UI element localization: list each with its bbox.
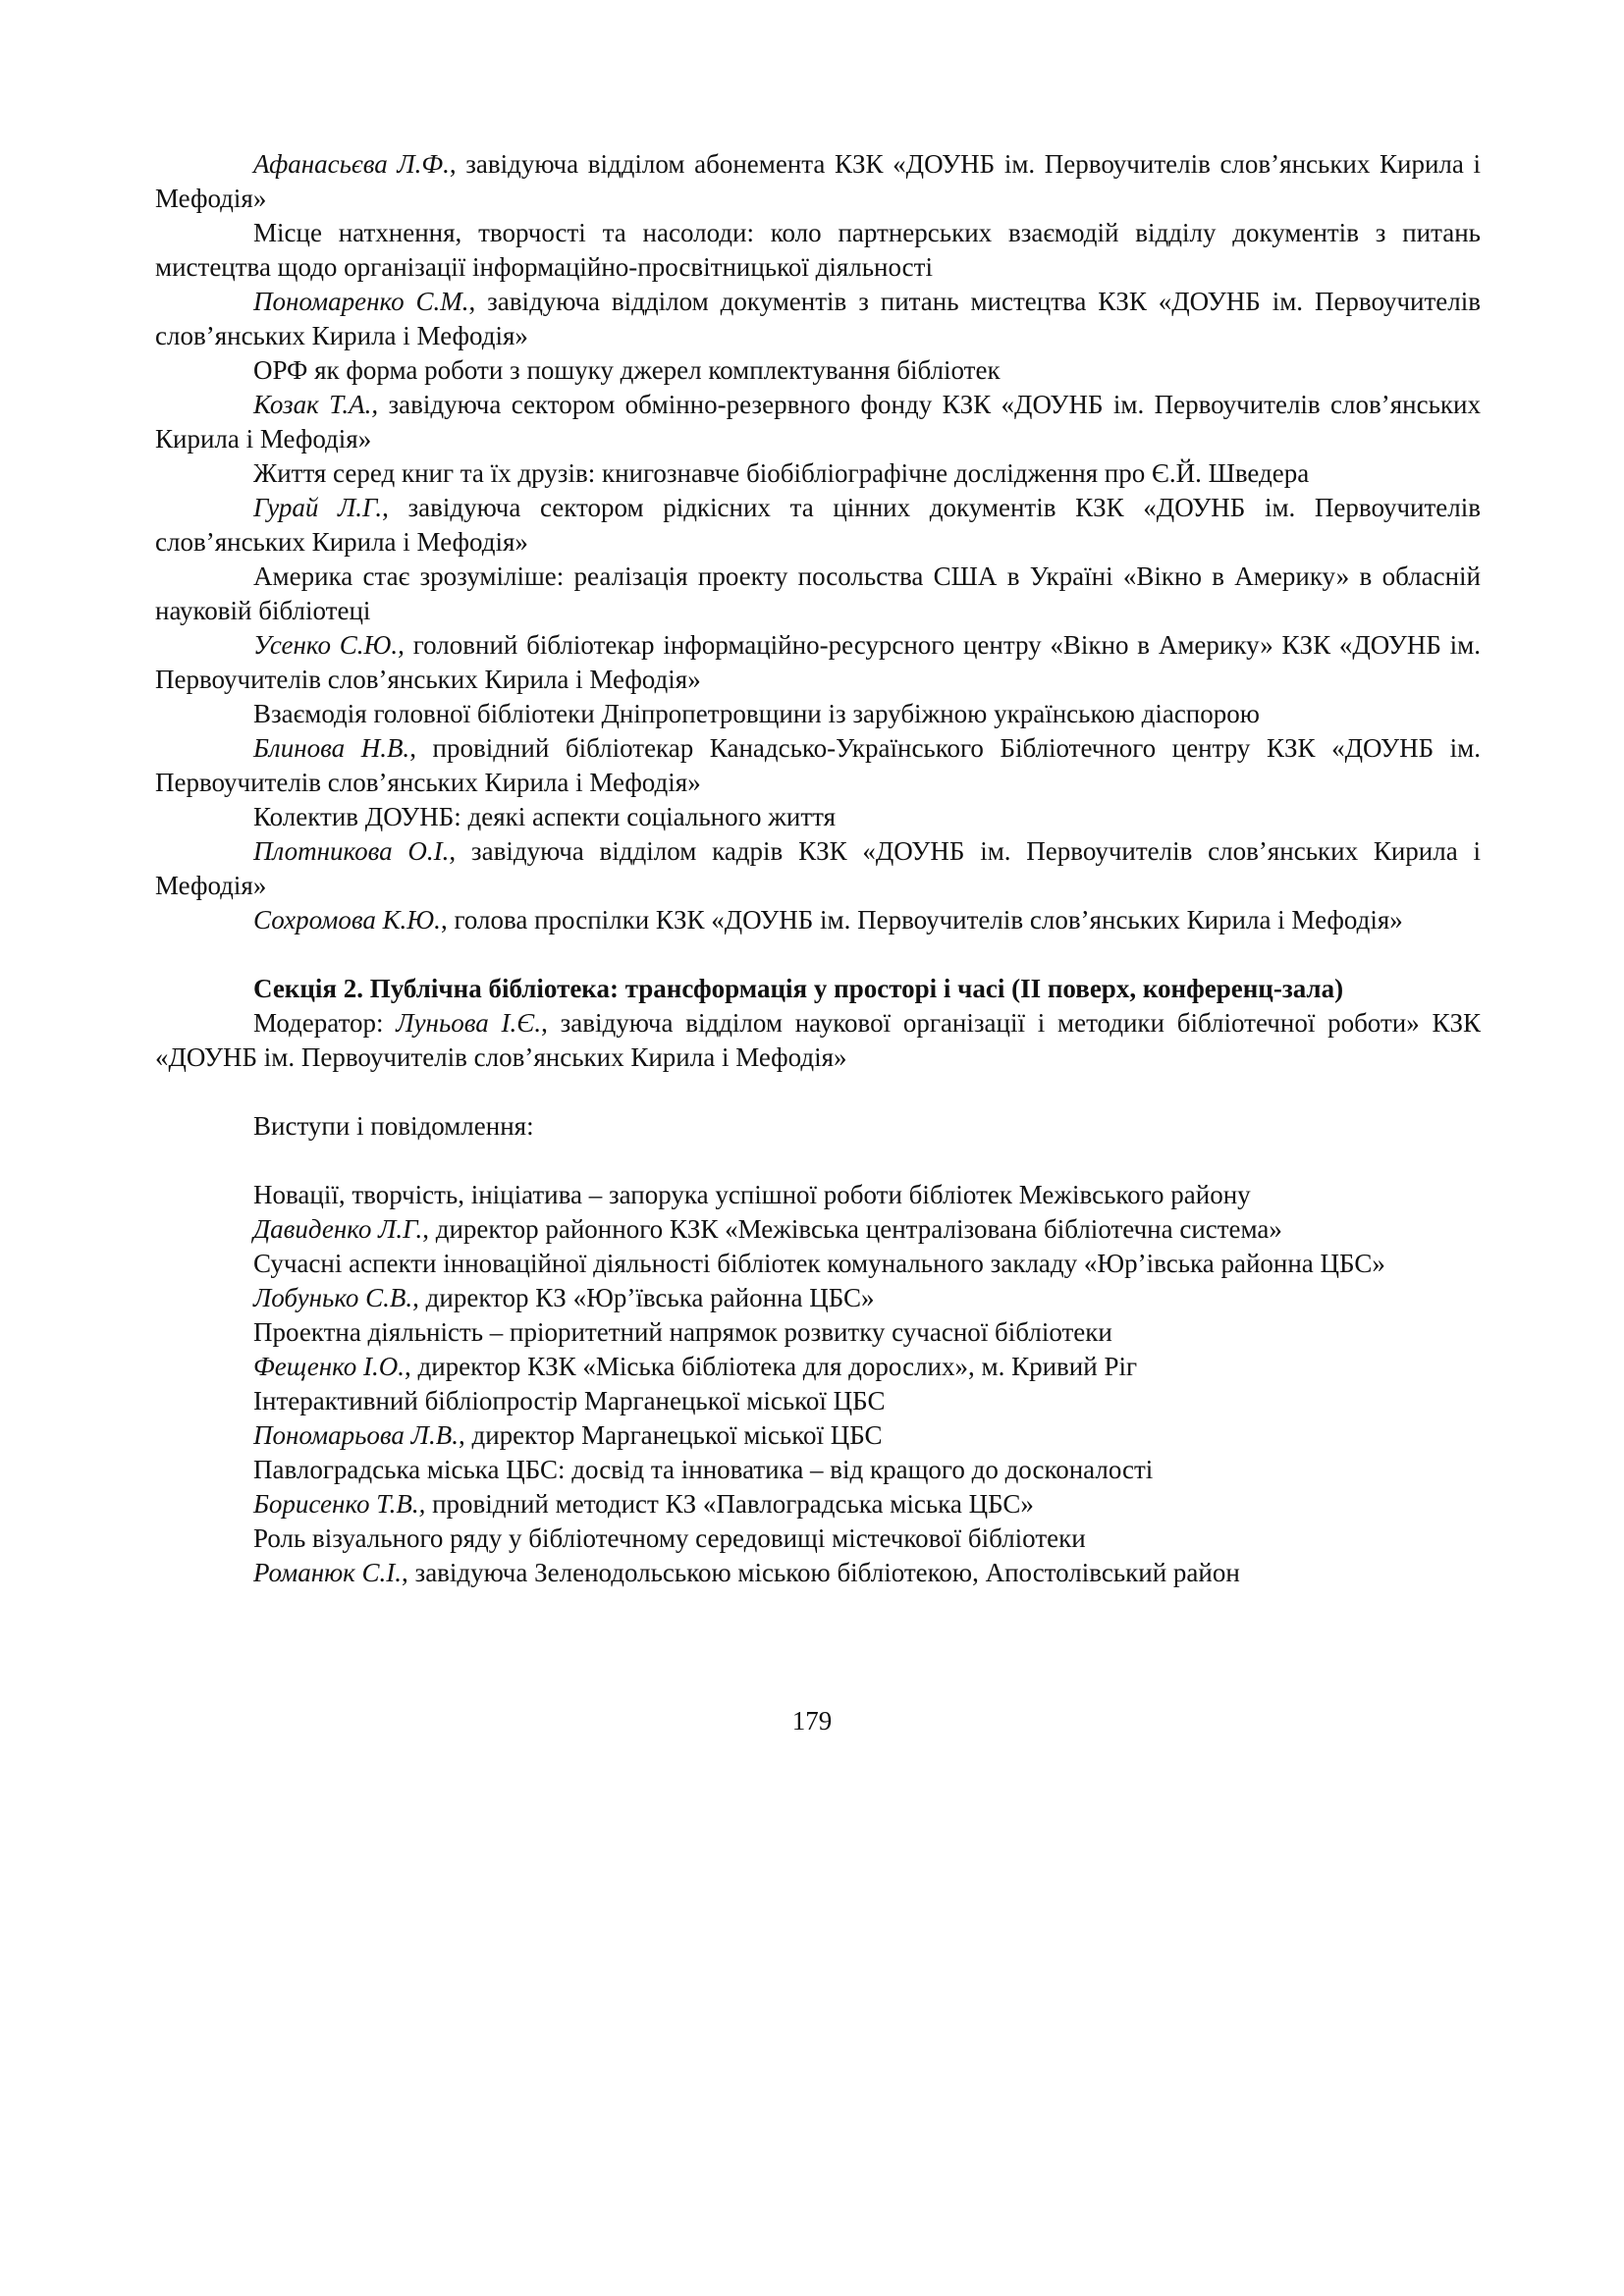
talk-title: Сучасні аспекти інноваційної діяльності бібліотек комунального закладу «Юр’івська районна ЦБС»: [253, 1249, 1385, 1278]
talks-label-text: Виступи і повідомлення:: [253, 1111, 534, 1141]
speaker-name: Блинова Н.В.: [253, 733, 410, 763]
speaker-line: [155, 1487, 1481, 1522]
moderator-label: Модератор:: [253, 1008, 397, 1038]
talk-title: Павлоградська міська ЦБС: досвід та інноватика – від кращого до досконалості: [253, 1455, 1154, 1484]
speaker-line: [155, 147, 1481, 216]
speaker-position: , завідуюча Зеленодольською міською бібліотекою, Апостолівський район: [402, 1558, 1240, 1587]
speaker-line: [155, 388, 1481, 456]
speaker-name: Афанасьєва Л.Ф.: [253, 149, 450, 179]
talks-label: [155, 1109, 1481, 1144]
moderator-name: Луньова І.Є.: [396, 1008, 542, 1038]
moderator-line: [155, 1006, 1481, 1075]
speaker-line: [155, 1418, 1481, 1453]
speaker-name: Романюк С.І.: [253, 1558, 403, 1587]
speaker-line: [155, 491, 1481, 560]
talk-title: Взаємодія головної бібліотеки Дніпропетровщини із зарубіжною українською діаспорою: [253, 699, 1260, 728]
speaker-position: головний бібліотекар інформаційно-ресурсного центру «Вікно в Америку» КЗК «ДОУНБ ім. Первоучителів слов’янських Кирила і Мефодія»: [155, 630, 1482, 694]
speaker-position: , голова проспілки КЗК «ДОУНБ ім. Первоучителів слов’янських Кирила і Мефодія»: [440, 905, 1403, 934]
talk-title: ОРФ як форма роботи з пошуку джерел комплектування бібліотек: [253, 355, 1001, 385]
speaker-position: , директор районного КЗК «Межівська централізована бібліотечна система»: [422, 1214, 1282, 1244]
speaker-position: , завідуюча відділом кадрів КЗК «ДОУНБ ім. Первоучителів слов’янських Кирила і Мефодія»: [155, 836, 1481, 900]
speaker-line: [155, 731, 1481, 800]
talk-title: Колектив ДОУНБ: деякі аспекти соціального життя: [253, 802, 837, 831]
speaker-name: Усенко С.Ю.,: [253, 630, 405, 660]
talk-title: Життя серед книг та їх друзів: книгознавче біобібліографічне дослідження про Є.Й. Шведера: [253, 458, 1310, 488]
section-2-entries: [155, 1178, 1481, 1590]
talk-title: Америка стає зрозуміліше: реалізація проекту посольства США в Україні «Вікно в Америку» в обласній науковій бібліотеці: [155, 561, 1481, 625]
speaker-position: , директор Марганецької міської ЦБС: [458, 1420, 883, 1450]
talk-title: Новації, творчість, ініціатива – запорука успішної роботи бібліотек Межівського району: [253, 1180, 1251, 1209]
speaker-name: Гурай Л.Г.: [253, 493, 383, 522]
speaker-name: Пономарьова Л.В.: [253, 1420, 459, 1450]
spacer: [155, 937, 1481, 972]
speaker-line: [155, 628, 1481, 697]
speaker-position: , завідуюча відділом абонемента КЗК «ДОУНБ ім. Первоучителів слов’янських Кирила і Мефодія»: [155, 149, 1481, 213]
speaker-position: , завідуюча відділом документів з питань мистецтва КЗК «ДОУНБ ім. Первоучителів слов’янських Кирила і Мефодія»: [155, 287, 1482, 350]
talk-title: Інтерактивний бібліопростір Марганецької міської ЦБС: [253, 1386, 886, 1415]
speaker-line: [155, 285, 1481, 353]
speaker-line: [155, 903, 1481, 937]
speaker-line: [155, 1212, 1481, 1247]
talk-title: Місце натхнення, творчості та насолоди: коло партнерських взаємодій відділу документів з питань мистецтва щодо організації інформаційно-просвітницької діяльності: [155, 218, 1481, 282]
speaker-line: [155, 1556, 1481, 1590]
speaker-line: [155, 834, 1481, 903]
section-2-heading: [155, 972, 1481, 1006]
speaker-name: Плотникова О.І.: [253, 836, 450, 866]
page-number: 179: [791, 1706, 833, 1735]
speaker-position: провідний методист КЗ «Павлоградська міська ЦБС»: [425, 1489, 1034, 1519]
section-1-entries: [155, 147, 1481, 937]
talk-title: Роль візуального ряду у бібліотечному середовищі містечкової бібліотеки: [253, 1523, 1086, 1553]
talk-title: Проектна діяльність – пріоритетний напрямок розвитку сучасної бібліотеки: [253, 1317, 1112, 1347]
speaker-position: , завідуюча сектором рідкісних та цінних документів КЗК «ДОУНБ ім. Первоучителів слов’янських Кирила і Мефодія»: [155, 493, 1481, 557]
speaker-name: Козак Т.А.,: [253, 390, 379, 419]
speaker-line: [155, 1350, 1481, 1384]
document-page: [155, 147, 1481, 1590]
speaker-position: завідуюча сектором обмінно-резервного фонду КЗК «ДОУНБ ім. Первоучителів слов’янських Кирила і Мефодія»: [155, 390, 1481, 454]
speaker-name: Борисенко Т.В.,: [253, 1489, 426, 1519]
speaker-name: Давиденко Л.Г.: [253, 1214, 423, 1244]
spacer: [155, 1144, 1481, 1178]
speaker-name: Пономаренко С.М.: [253, 287, 469, 316]
speaker-name: Фещенко І.О.: [253, 1352, 405, 1381]
speaker-position: , директор КЗ «Юр’ївська районна ЦБС»: [412, 1283, 875, 1312]
speaker-position: , директор КЗК «Міська бібліотека для дорослих», м. Кривий Ріг: [404, 1352, 1138, 1381]
moderator-details: , завідуюча відділом наукової організації і методики бібліотечної роботи» КЗК «ДОУНБ ім. Первоучителів слов’янських Кирила і Мефодія»: [155, 1008, 1482, 1072]
speaker-position: , провідний бібліотекар Канадсько-Українського Бібліотечного центру КЗК «ДОУНБ ім. Первоучителів слов’янських Кирила і Мефодія»: [155, 733, 1481, 797]
speaker-line: [155, 1281, 1481, 1315]
speaker-name: Сохромова К.Ю.: [253, 905, 441, 934]
spacer: [155, 1075, 1481, 1109]
section-heading-text: Секція 2. Публічна бібліотека: трансформація у просторі і часі (ІІ поверх, конференц-зала): [253, 974, 1344, 1003]
speaker-name: Лобунько С.В.: [253, 1283, 413, 1312]
